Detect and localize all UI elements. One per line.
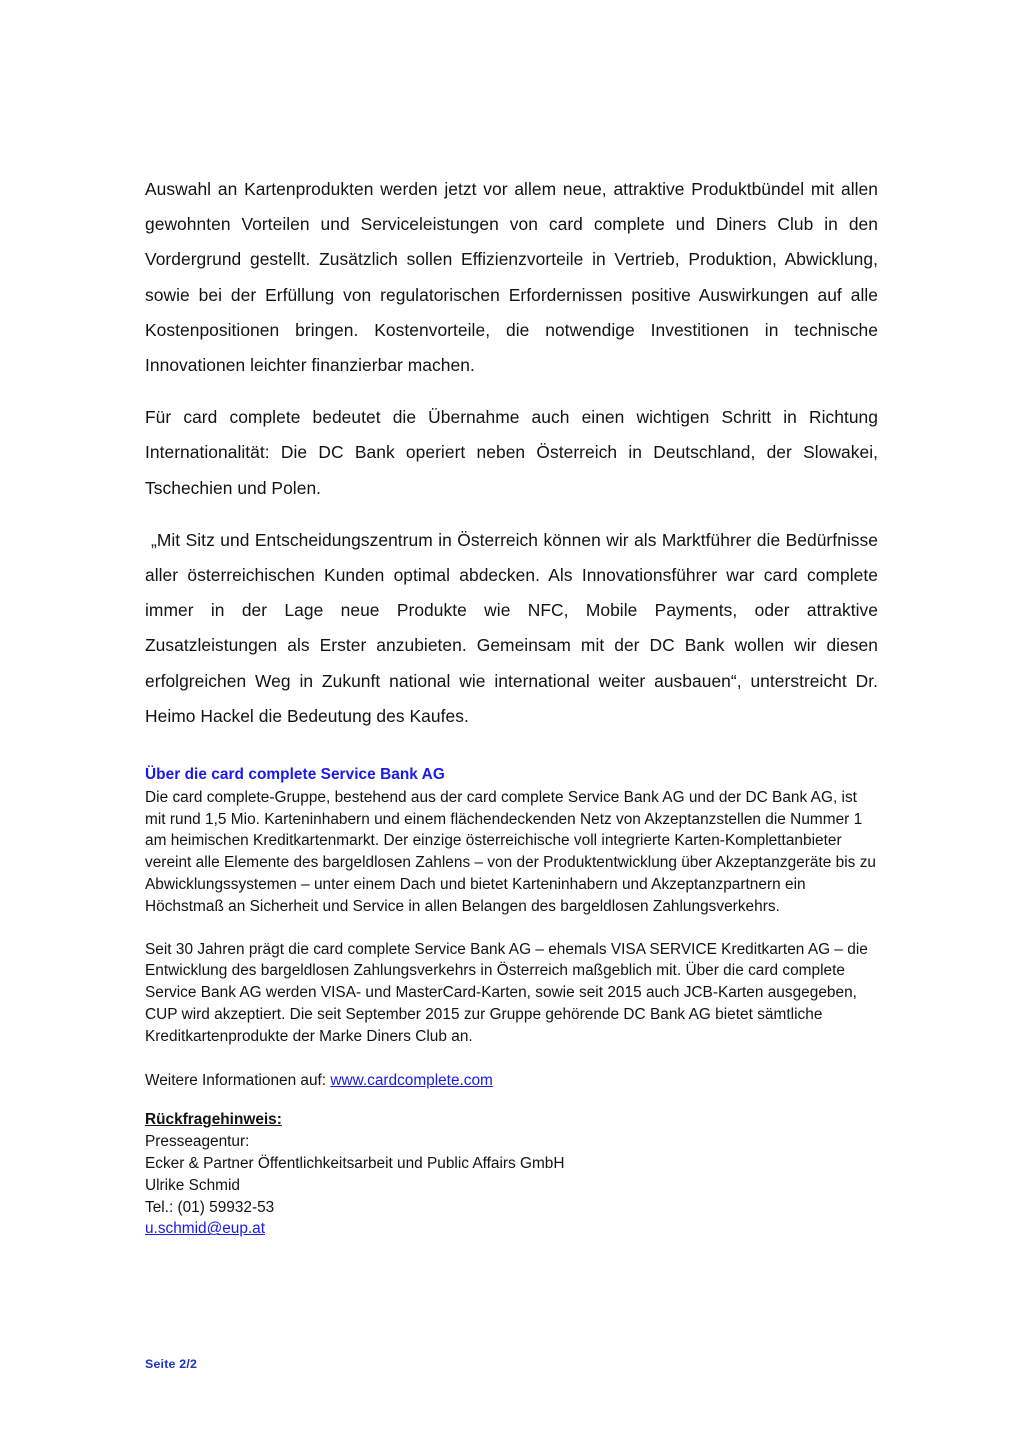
- page-number-footer: Seite 2/2: [145, 1357, 198, 1371]
- boilerplate-heading: Über die card complete Service Bank AG: [145, 766, 445, 784]
- boilerplate-paragraph-2: Seit 30 Jahren prägt die card complete Service Bank AG – ehemals VISA SERVICE Kreditkarten AG – die Entwicklung des bargeldlosen Zahlungsverkehrs in Österreich maßgeblich mit. Über die card complete Service Bank AG werden VISA- und MasterCard-Karten, sowie seit 2015 auch JCB-Karten ausgegeben, CUP wird akzeptiert. Die seit September 2015 zur Gruppe gehörende DC Bank AG bietet sämtliche Kreditkartenprodukte der Marke Diners Club an.: [145, 940, 868, 1045]
- contact-heading: Rückfragehinweis:: [145, 1111, 282, 1129]
- contact-line-phone: Tel.: (01) 59932-53: [145, 1198, 275, 1216]
- email-link[interactable]: u.schmid@eup.at: [145, 1220, 265, 1238]
- contact-line-company: Ecker & Partner Öffentlichkeitsarbeit und Public Affairs GmbH: [145, 1155, 565, 1172]
- boilerplate-paragraph-1: Die card complete-Gruppe, bestehend aus der card complete Service Bank AG und der DC Bank AG, ist mit rund 1,5 Mio. Karteninhabern und einem flächendeckenden Netz von Akzeptanzstellen die Nummer 1 am heimischen Kreditkartenmarkt. Der einzige österreichische voll integrierte Karten-Komplettanbieter vereint alle Elemente des bargeldlosen Zahlens – von der Produktentwicklung über Akzeptanzgeräte bis zu Abwicklungssystemen – unter einem Dach und bietet Karteninhabern und Akzeptanzpartnern ein Höchstmaß an Sicherheit und Service in allen Belangen des bargeldlosen Zahlungsverkehrs.: [145, 788, 876, 915]
- body-paragraphs: [145, 0, 878, 734]
- more-info-prefix: Weitere Informationen auf:: [145, 1071, 331, 1089]
- more-info-line: [145, 1070, 878, 1092]
- contact-section: [145, 1109, 878, 1240]
- contact-line-person: Ulrike Schmid: [145, 1176, 240, 1194]
- contact-line-agency-label: Presseagentur:: [145, 1133, 250, 1151]
- body-paragraph-quote: „Mit Sitz und Entscheidungszentrum in Österreich können wir als Marktführer die Bedürfnisse aller österreichischen Kunden optimal abdecken. Als Innovationsführer war card complete immer in der Lage neue Produkte wie NFC, Mobile Payments, oder attraktive Zusatzleistungen als Erster anzubieten. Gemeinsam mit der DC Bank wollen wir diesen erfolgreichen Weg in Zukunft national wie international weiter ausbauen“, unterstreicht Dr. Heimo Hackel die Bedeutung des Kaufes.: [145, 529, 878, 726]
- body-paragraph-1: Auswahl an Kartenprodukten werden jetzt vor allem neue, attraktive Produktbündel mit allen gewohnten Vorteilen und Serviceleistungen von card complete und Diners Club in den Vordergrund gestellt. Zusätzlich sollen Effizienzvorteile in Vertrieb, Produktion, Abwicklung, sowie bei der Erfüllung von regulatorischen Erfordernissen positive Auswirkungen auf alle Kostenpositionen bringen. Kostenvorteile, die notwendige Investitionen in technische Innovationen leichter finanzierbar machen.: [145, 179, 878, 376]
- page-content: [145, 0, 878, 1240]
- more-info-section: [145, 1070, 878, 1092]
- boilerplate-section: [145, 764, 878, 1048]
- website-link[interactable]: www.cardcomplete.com: [330, 1071, 493, 1089]
- contact-line-email: [145, 1218, 878, 1240]
- body-paragraph-2: Für card complete bedeutet die Übernahme auch einen wichtigen Schritt in Richtung Internationalität: Die DC Bank operiert neben Österreich in Deutschland, der Slowakei, Tschechien und Polen.: [145, 407, 878, 498]
